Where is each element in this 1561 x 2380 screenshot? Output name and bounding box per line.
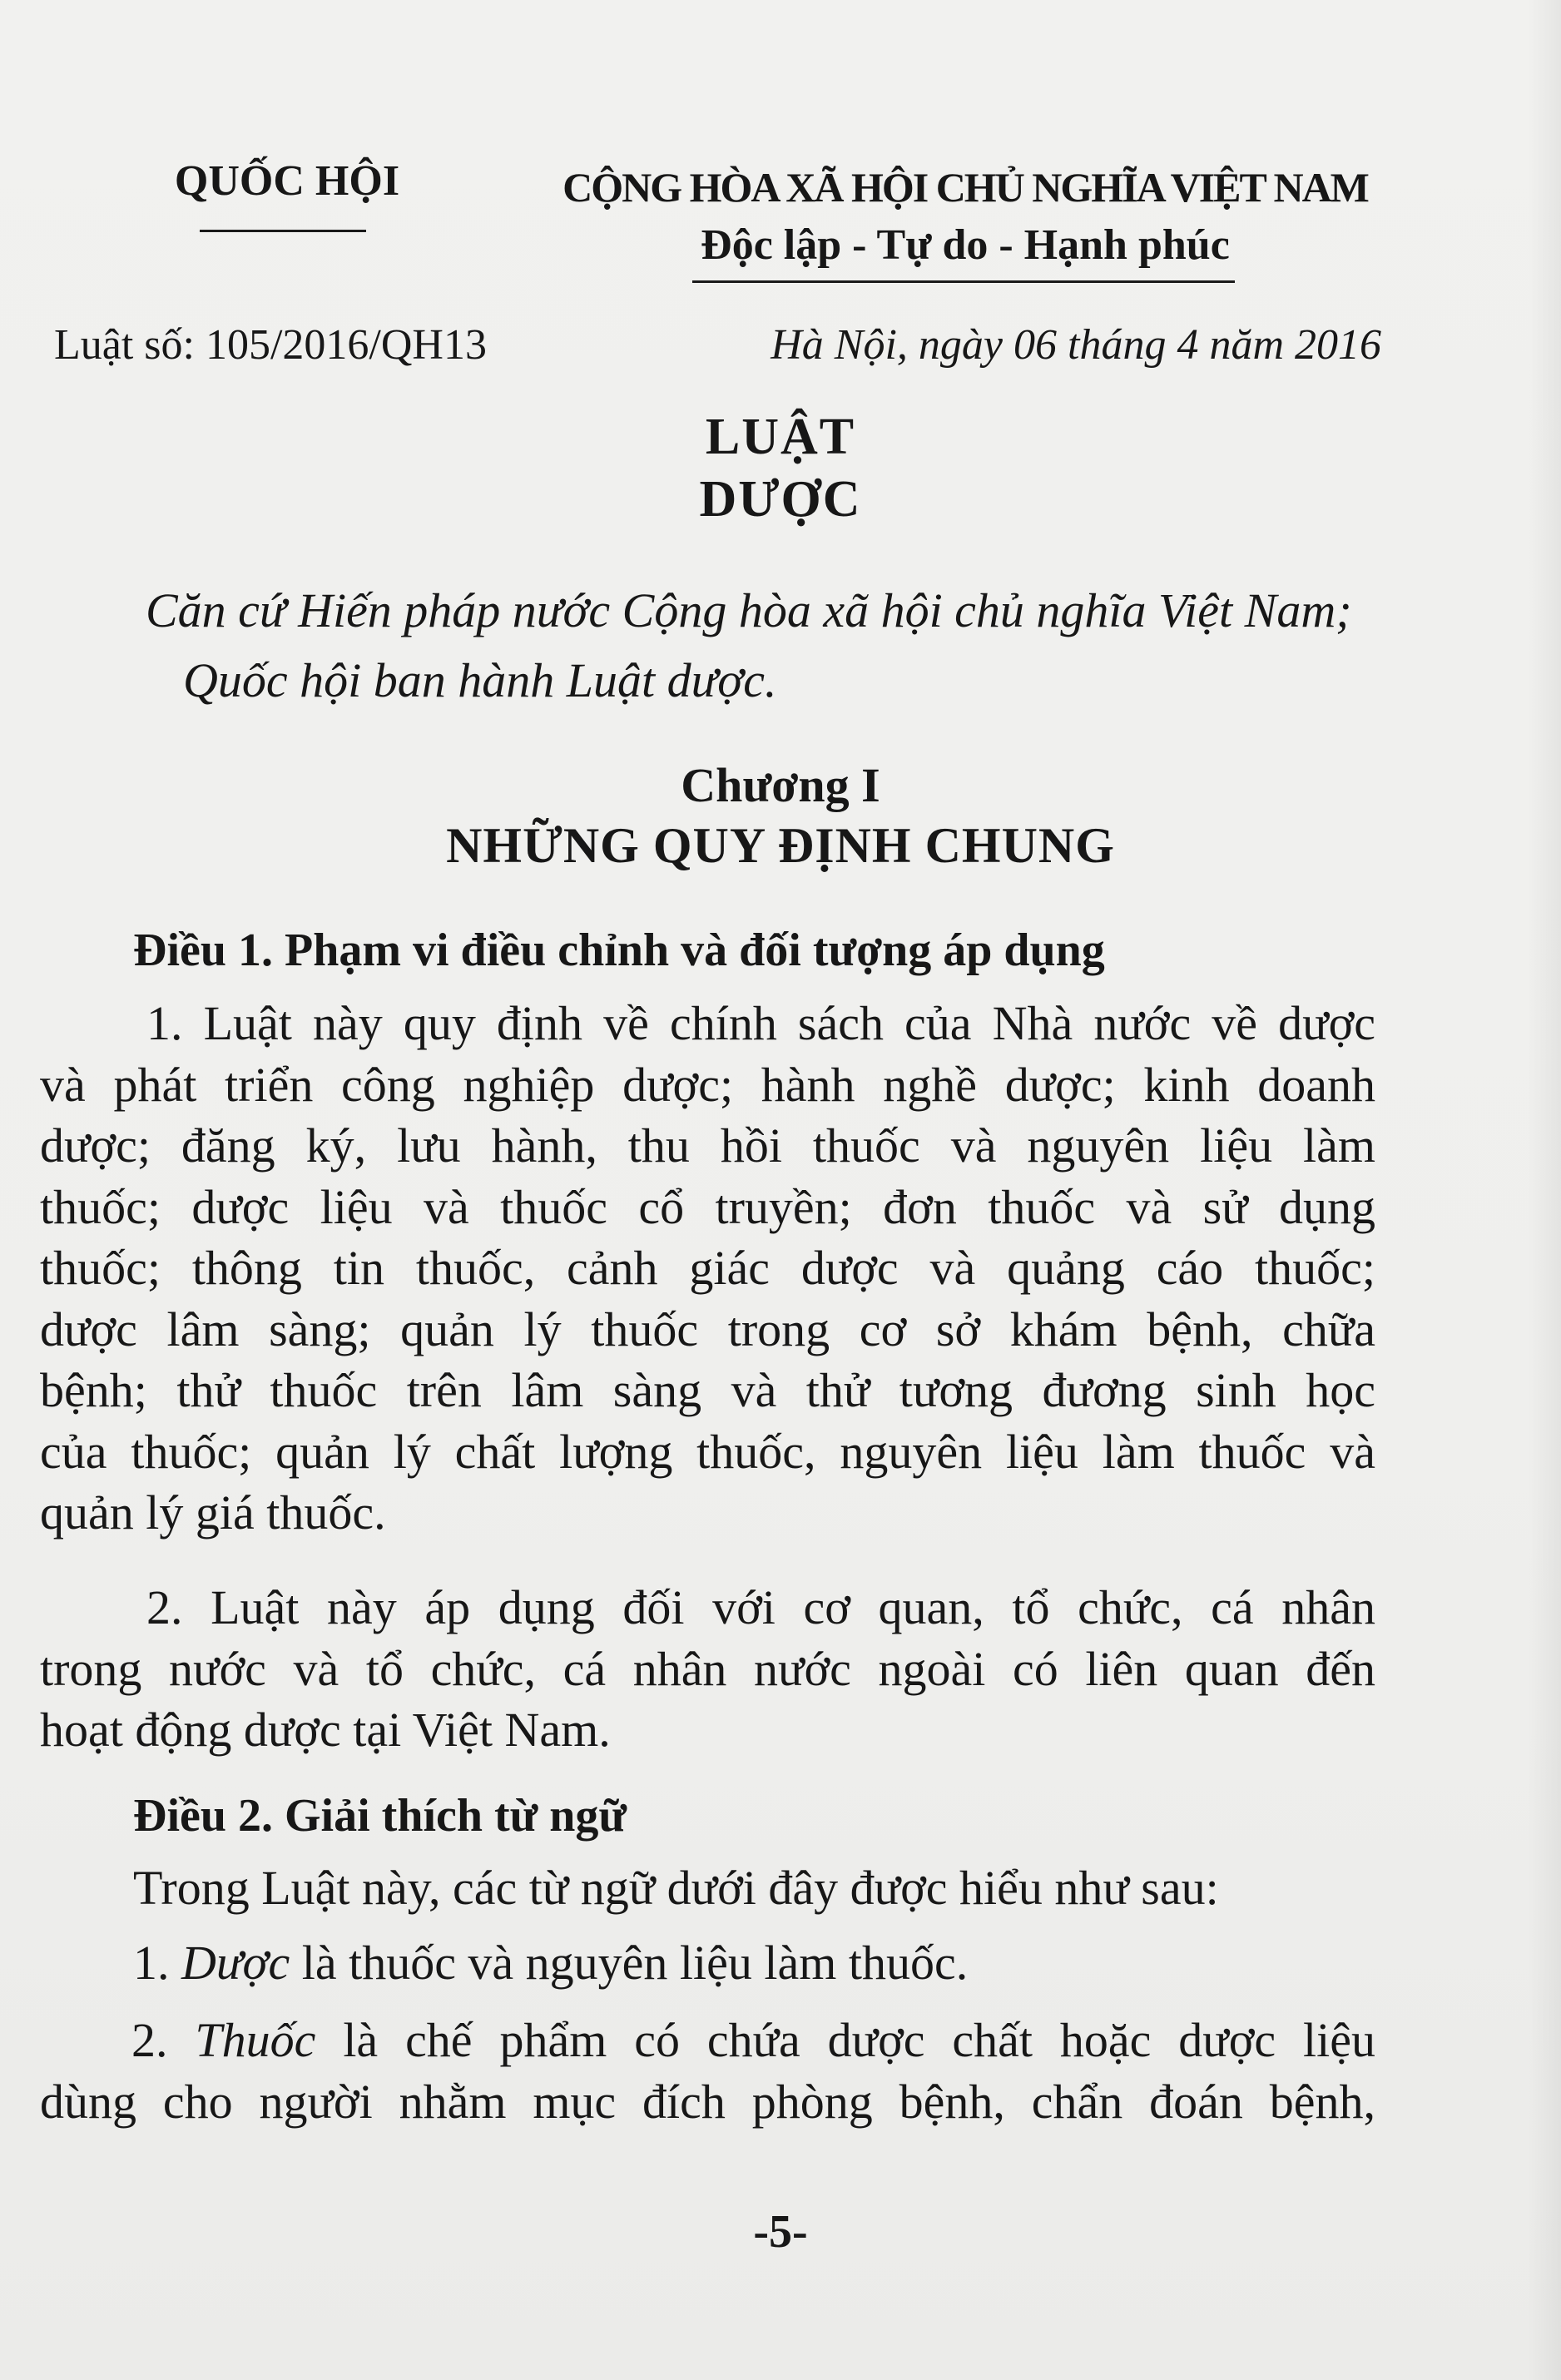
text-line: thuốc; thông tin thuốc, cảnh giác dược và quảng cáo thuốc;	[40, 1241, 1375, 1295]
place-and-date: Hà Nội, ngày 06 tháng 4 năm 2016	[771, 321, 1381, 369]
document-type: LUẬT	[705, 409, 856, 465]
chapter-number: Chương I	[681, 758, 880, 812]
article-2-item-1	[133, 1935, 968, 1991]
preamble-line-1: Căn cứ Hiến pháp nước Cộng hòa xã hội chủ nghĩa Việt Nam;	[146, 583, 1352, 637]
item-number: 2.	[131, 2013, 168, 2067]
text-line: 1. Luật này quy định về chính sách của Nhà nước về dược	[146, 996, 1375, 1050]
article-2-item-2	[40, 2010, 1375, 2132]
national-motto: Độc lập - Tự do - Hạnh phúc	[701, 221, 1230, 269]
issuing-agency: QUỐC HỘI	[174, 157, 400, 205]
law-number: Luật số: 105/2016/QH13	[54, 321, 487, 369]
motto-underline	[692, 280, 1235, 283]
definition-text: là thuốc và nguyên liệu làm thuốc.	[301, 1936, 969, 1990]
definition-text: là chế phẩm có chứa dược chất hoặc dược liệu	[343, 2013, 1376, 2067]
text-line: dược; đăng ký, lưu hành, thu hồi thuốc và nguyên liệu làm	[40, 1118, 1375, 1173]
text-line: thuốc; dược liệu và thuốc cổ truyền; đơn thuốc và sử dụng	[40, 1179, 1375, 1234]
article-1-clause-1	[40, 993, 1375, 1544]
defined-term: Dược	[181, 1936, 290, 1990]
item-number: 1.	[133, 1936, 170, 1990]
article-1-heading: Điều 1. Phạm vi điều chỉnh và đối tượng áp dụng	[133, 925, 1105, 976]
text-line: và phát triển công nghiệp dược; hành nghề dược; kinh doanh	[40, 1057, 1375, 1112]
text-line	[40, 2010, 1375, 2071]
agency-underline	[200, 230, 366, 232]
chapter-title: NHỮNG QUY ĐỊNH CHUNG	[446, 818, 1115, 873]
text-line: bệnh; thử thuốc trên lâm sàng và thử tương đương sinh học	[40, 1363, 1375, 1417]
national-name: CỘNG HÒA XÃ HỘI CHỦ NGHĨA VIỆT NAM	[562, 164, 1368, 211]
page-number: -5-	[753, 2206, 808, 2258]
document-name: DƯỢC	[699, 471, 862, 528]
text-line: của thuốc; quản lý chất lượng thuốc, nguyên liệu làm thuốc và	[40, 1424, 1375, 1479]
text-line: dược lâm sàng; quản lý thuốc trong cơ sở khám bệnh, chữa	[40, 1302, 1375, 1356]
article-2-heading: Điều 2. Giải thích từ ngữ	[133, 1790, 627, 1842]
text-line: quản lý giá thuốc.	[40, 1485, 386, 1540]
text-line: trong nước và tổ chức, cá nhân nước ngoài có liên quan đến	[40, 1641, 1375, 1696]
text-line: hoạt động dược tại Việt Nam.	[40, 1703, 611, 1757]
defined-term: Thuốc	[195, 2013, 316, 2067]
article-1-clause-2	[40, 1577, 1375, 1761]
preamble-line-2: Quốc hội ban hành Luật dược.	[183, 653, 777, 707]
text-line: 2. Luật này áp dụng đối với cơ quan, tổ chức, cá nhân	[146, 1580, 1375, 1634]
text-line: dùng cho người nhằm mục đích phòng bệnh, chẩn đoán bệnh,	[40, 2074, 1375, 2129]
article-2-intro: Trong Luật này, các từ ngữ dưới đây được hiểu như sau:	[133, 1861, 1219, 1915]
page-edge-shadow	[1528, 0, 1561, 2380]
